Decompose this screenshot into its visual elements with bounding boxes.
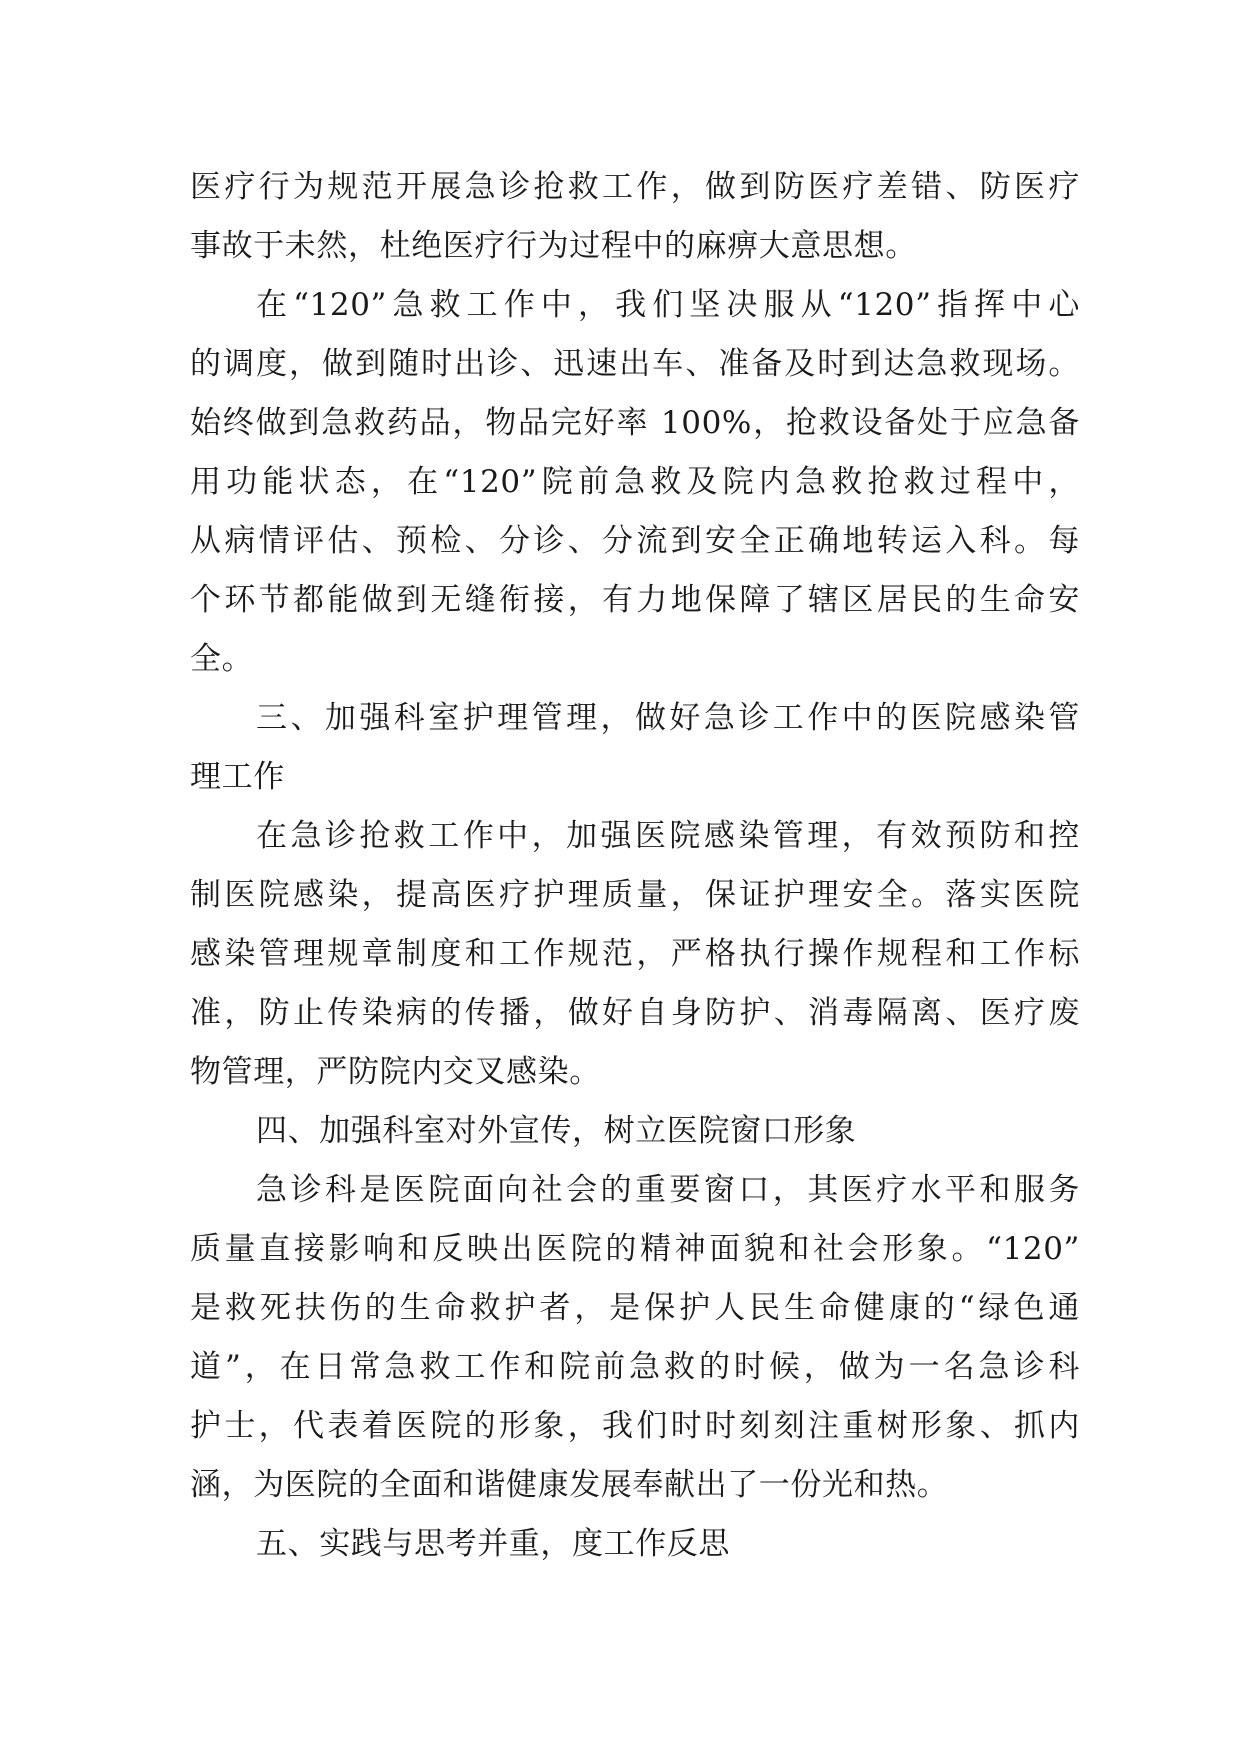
- text-line: 道”，在日常急救工作和院前急救的时候，做为一名急诊科: [190, 1349, 1080, 1385]
- text-line: 事故于未然，杜绝医疗行为过程中的麻痹大意思想。: [190, 228, 917, 264]
- text-line: 涵，为医院的全面和谐健康发展奉献出了一份光和热。: [190, 1467, 949, 1503]
- text-line: 的调度，做到随时出诊、迅速出车、准备及时到达急救现场。: [190, 346, 1080, 382]
- section-heading-line: 五、实践与思考并重，度工作反思: [256, 1526, 730, 1562]
- text-line: 感染管理规章制度和工作规范，严格执行操作规程和工作标: [190, 936, 1080, 972]
- text-line: 医疗行为规范开展急诊抢救工作，做到防医疗差错、防医疗: [190, 169, 1080, 205]
- section-heading-line: 四、加强科室对外宣传，树立医院窗口形象: [256, 1113, 857, 1149]
- paragraph-start-line: 在急诊抢救工作中，加强医院感染管理，有效预防和控: [256, 818, 1080, 854]
- text-line: 是救死扶伤的生命救护者，是保护人民生命健康的“绿色通: [190, 1290, 1080, 1326]
- text-line: 制医院感染，提高医疗护理质量，保证护理安全。落实医院: [190, 877, 1080, 913]
- text-line: 全。: [190, 641, 254, 677]
- text-line: 质量直接影响和反映出医院的精神面貌和社会形象。“120”: [190, 1231, 1080, 1267]
- paragraph-start-line: 急诊科是医院面向社会的重要窗口，其医疗水平和服务: [256, 1172, 1080, 1208]
- section-heading-line: 三、加强科室护理管理，做好急诊工作中的医院感染管: [256, 700, 1080, 736]
- text-line: 物管理，严防院内交叉感染。: [190, 1054, 601, 1090]
- text-line: 准，防止传染病的传播，做好自身防护、消毒隔离、医疗废: [190, 995, 1080, 1031]
- paragraph-start-line: 在“120”急救工作中，我们坚决服从“120”指挥中心: [256, 287, 1080, 323]
- text-line: 护士，代表着医院的形象，我们时时刻刻注重树形象、抓内: [190, 1408, 1080, 1444]
- text-line: 从病情评估、预检、分诊、分流到安全正确地转运入科。每: [190, 523, 1080, 559]
- document-body: [190, 158, 1080, 1574]
- text-line: 个环节都能做到无缝衔接，有力地保障了辖区居民的生命安: [190, 582, 1080, 618]
- text-line: 用功能状态，在“120”院前急救及院内急救抢救过程中，: [190, 464, 1080, 500]
- text-line: 始终做到急救药品，物品完好率 100%，抢救设备处于应急备: [190, 405, 1080, 441]
- section-heading-line: 理工作: [190, 759, 285, 795]
